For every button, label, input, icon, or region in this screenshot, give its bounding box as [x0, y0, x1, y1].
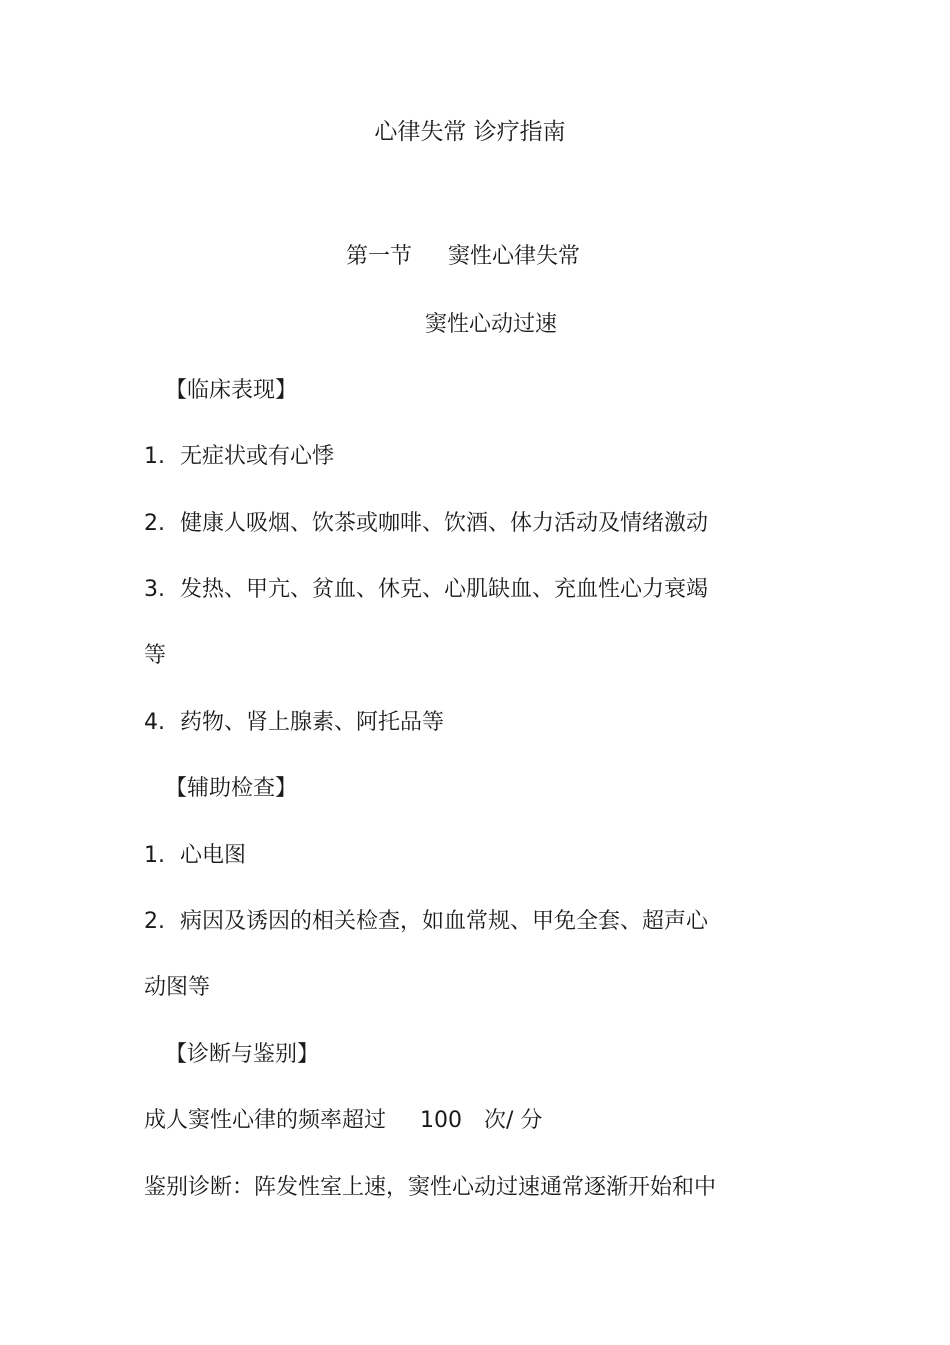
item-number: 2. — [144, 909, 165, 934]
item-number: 2. — [144, 511, 165, 536]
item-text: 健康人吸烟、饮茶或咖啡、饮酒、体力活动及情绪激动 — [180, 511, 709, 536]
item-number: 1. — [144, 444, 165, 469]
heart-rate-criterion — [144, 1107, 542, 1135]
exam-item — [144, 842, 246, 870]
clinical-heading: 【临床表现】 — [165, 378, 298, 403]
item-number: 3. — [144, 577, 165, 602]
item-number: 4. — [144, 710, 165, 735]
item-text: 药物、肾上腺素、阿托品等 — [180, 710, 445, 735]
rate-prefix: 成人窦性心律的频率超过 — [144, 1108, 387, 1133]
diagnosis-heading: 【诊断与鉴别】 — [165, 1042, 320, 1067]
section-name: 窦性心律失常 — [448, 244, 581, 269]
rate-unit: 次/ 分 — [484, 1108, 543, 1133]
section-number: 第一节 — [346, 244, 413, 269]
section-heading — [346, 243, 580, 271]
item-continuation: 等 — [144, 643, 167, 668]
differential-diagnosis: 鉴别诊断：阵发性室上速，窦性心动过速通常逐渐开始和中 — [144, 1175, 717, 1200]
clinical-item — [144, 576, 708, 604]
item-text: 心电图 — [180, 843, 247, 868]
rate-value: 100 — [420, 1108, 463, 1133]
item-text: 无症状或有心悸 — [180, 444, 335, 469]
item-continuation: 动图等 — [144, 975, 211, 1000]
clinical-item — [144, 709, 444, 737]
subsection-title: 窦性心动过速 — [425, 312, 558, 337]
exams-heading: 【辅助检查】 — [165, 776, 298, 801]
document-title: 心律失常 诊疗指南 — [374, 119, 566, 145]
clinical-item — [144, 510, 708, 538]
item-text: 发热、甲亢、贫血、休克、心肌缺血、充血性心力衰竭 — [180, 577, 709, 602]
clinical-item — [144, 443, 334, 471]
item-text: 病因及诱因的相关检查，如血常规、甲免全套、超声心 — [180, 909, 709, 934]
exam-item — [144, 908, 708, 936]
item-number: 1. — [144, 843, 165, 868]
